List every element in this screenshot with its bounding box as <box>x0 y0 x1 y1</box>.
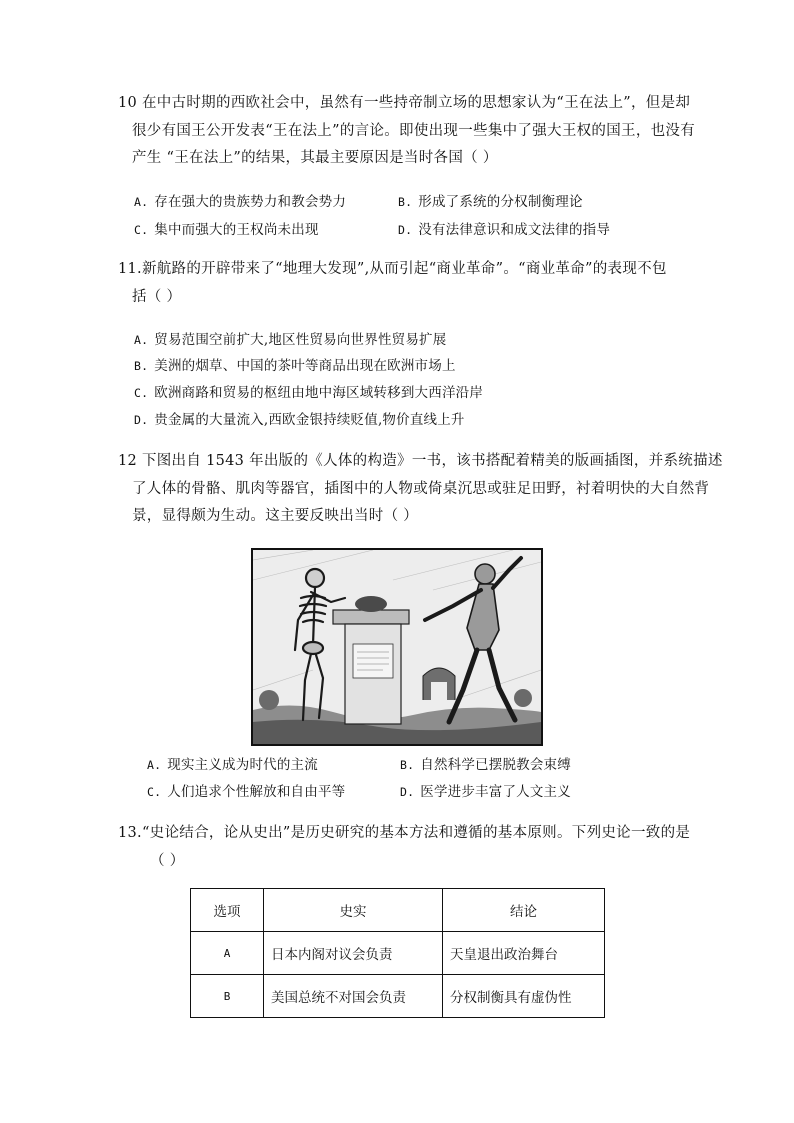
question-13-line-2: （ ） <box>150 852 185 869</box>
question-10-line-3: 产生 “王在法上”的结果，其最主要原因是当时各国（ ） <box>132 150 498 166</box>
table-header-fact: 史实 <box>264 889 443 932</box>
question-10-stem <box>118 90 696 173</box>
question-11-option-b: B. 美洲的烟草、中国的茶叶等商品出现在欧洲市场上 <box>134 358 456 374</box>
table-cell-option: A <box>191 932 264 975</box>
question-11-option-a: A. 贸易范围空前扩大,地区性贸易向世界性贸易扩展 <box>134 332 447 348</box>
anatomy-engraving-image <box>251 548 543 746</box>
table-cell-fact: 美国总统不对国会负责 <box>264 975 443 1018</box>
table-cell-conclusion: 分权制衡具有虚伪性 <box>443 975 605 1018</box>
question-11-option-d: D. 贵金属的大量流入,西欧金银持续贬值,物价直线上升 <box>134 412 465 428</box>
question-11-line-2: 括（ ） <box>132 288 182 305</box>
question-12-line-1: 12 下图出自 1543 年出版的《人体的构造》一书，该书搭配着精美的版画插图，并系统描述 <box>118 453 723 469</box>
question-12-line-3: 景，显得颇为生动。这主要反映出当时（ ） <box>132 508 419 524</box>
table-cell-option: B <box>191 975 264 1018</box>
history-table <box>190 888 605 1018</box>
question-12-stem <box>118 448 723 531</box>
table-row <box>191 932 605 975</box>
question-10-line-1: 10 在中古时期的西欧社会中，虽然有一些持帝制立场的思想家认为“王在法上”，但是却 <box>118 95 691 111</box>
question-12-line-2: 了人体的骨骼、肌肉等器官，插图中的人物或倚桌沉思或驻足田野，衬着明快的大自然背 <box>132 480 710 497</box>
question-10-line-2: 很少有国王公开发表“王在法上”的言论。即使出现一些集中了强大王权的国王，也没有 <box>132 122 696 139</box>
question-12-option-a: A. 现实主义成为时代的主流 <box>147 757 318 773</box>
engraving-drawing <box>253 550 541 744</box>
table-header-conclusion: 结论 <box>443 889 605 932</box>
question-11-line-1: 11.新航路的开辟带来了“地理大发现”,从而引起“商业革命”。“商业革命”的表现不包 <box>118 261 667 277</box>
table-cell-conclusion: 天皇退出政治舞台 <box>443 932 605 975</box>
question-10-option-b: B. 形成了系统的分权制衡理论 <box>398 194 583 210</box>
question-12-option-b: B. 自然科学已摆脱教会束缚 <box>400 757 571 773</box>
table-row <box>191 975 605 1018</box>
question-10-option-d: D. 没有法律意识和成文法律的指导 <box>398 222 611 238</box>
question-11-option-c: C. 欧洲商路和贸易的枢纽由地中海区域转移到大西洋沿岸 <box>134 385 484 401</box>
question-12-option-d: D. 医学进步丰富了人文主义 <box>400 784 571 800</box>
question-11-stem <box>118 256 678 311</box>
table-header-option: 选项 <box>191 889 264 932</box>
question-13-stem <box>118 820 691 875</box>
question-10-option-a: A. 存在强大的贵族势力和教会势力 <box>134 194 347 210</box>
table-cell-fact: 日本内阁对议会负责 <box>264 932 443 975</box>
question-10-option-c: C. 集中而强大的王权尚未出现 <box>134 222 319 238</box>
question-12-option-c: C. 人们追求个性解放和自由平等 <box>147 784 346 800</box>
question-13-line-1: 13.“史论结合，论从史出”是历史研究的基本方法和遵循的基本原则。下列史论一致的是 <box>118 825 691 841</box>
table-header-row <box>191 889 605 932</box>
